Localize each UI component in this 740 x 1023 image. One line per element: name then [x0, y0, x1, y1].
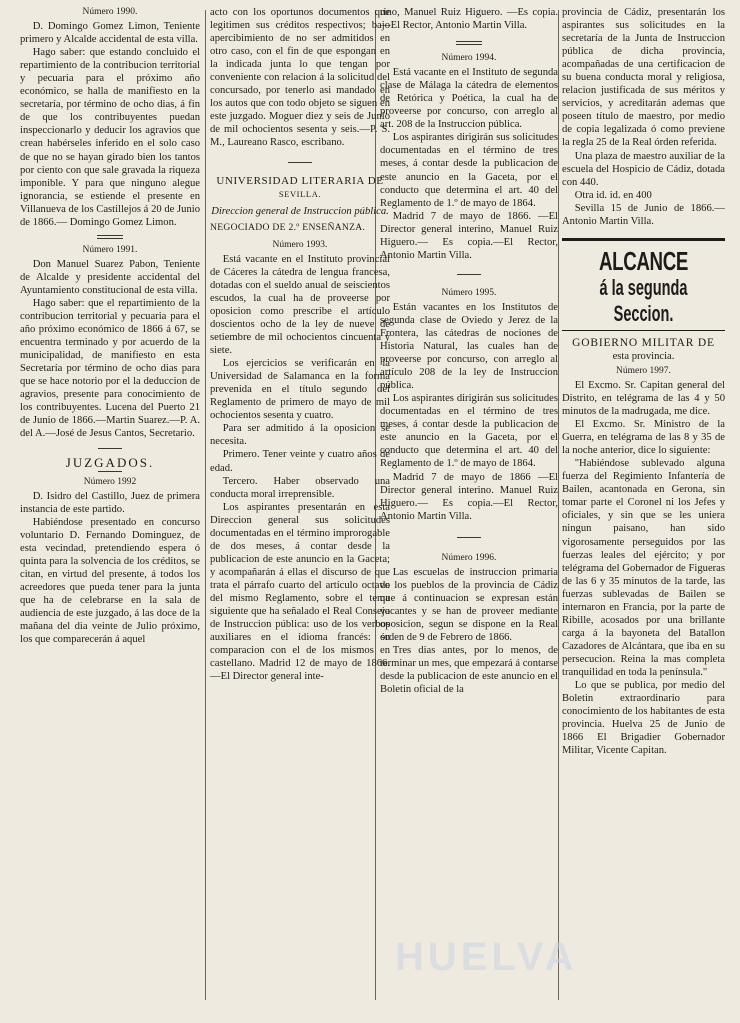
column-4: [562, 6, 725, 1011]
separator: [456, 41, 482, 45]
notice-body: Tercero. Haber observado una conducta moral irreprensible.: [210, 475, 390, 500]
notice-body: Los aspirantes presentarán en esta Direccion general sus solicitudes documentadas en el término improrogable de dos meses, á contar desde la publicacion de este anuncio en la Gaceta; y acompañarán á ellas el discurso de que trata el párrafo cuarto del artículo octavo del mismo Reglamento, sobre el tema siguiente que ha señalado el Real Consejo de Instruccion pública: uso de los verbos auxiliares en el idioma francés: su comparacion con el de los mismos en castellano. Madrid 12 de mayo de 1866. —El Director general inte-: [210, 501, 390, 683]
notice-body: Tres dias antes, por lo menos, de terminar un mes, que empezará á contarse desde la publicacion de este anuncio en el Boletin oficial de la: [380, 645, 558, 696]
alcance-subheading: á la segunda Seccion.: [599, 274, 688, 326]
direction-heading: Direccion general de Instruccion pública.: [211, 205, 389, 217]
notice-number: Número 1993.: [272, 239, 328, 250]
notice-body: Hago saber: que estando concluido el repartimiento de la contribucion territorial y pecuaria para el próximo año económico, se halla de manifiesto en la secretaría, por término de ocho dias, á fin de que los contribuyentes puedan inspeccionarlo y deducir los agravios que crean habérseles inferido en el solo caso de que no se hayan girado bien los tantos por ciento con que sale gravada la riqueza imponible. Y para que ninguno alegue ignorancia, se estiende el presente en Villanueva de los Castillejos á 20 de Junio de 1866.— Domingo Gomez Limon.: [20, 47, 200, 228]
notice-body: rino, Manuel Ruiz Higuero. —Es copia.—El Rector, Antonio Martin Villa.: [380, 7, 558, 32]
notice-body: acto con los oportunos documentos que legitimen sus créditos respectivos; bajo apercibimiento de no ser admitidos en otro caso, con el fin de que espongan en la indicada junta lo que tengan por conveniente con relacion á la solicitud del concursado, por tenerlo asi mandado en los autos que con todo objeto se siguen en este juzgado. Moguer diez y seis de Junio de mil ochocientos sesenta y seis.—P. S. M., Laureano Rasco, escribano.: [210, 7, 390, 149]
notice-body: Los aspirantes dirigirán sus solicitudes documentadas en el término de tres meses, á contar desde la publicacion de este anuncio en la Gaceta, por el conducto que determina el art. 40 del Reglamento de 1.º de mayo de 1864.: [380, 132, 558, 209]
notice-body: El Excmo. Sr. Capitan general del Distrito, en telégrama de las 4 y 50 minutos de la madrugada, me dice.: [562, 379, 725, 418]
section-heading-universidad: UNIVERSIDAD LITERARIA DE: [216, 174, 384, 187]
notice-number: Número 1990.: [82, 7, 138, 17]
alcance-heading: ALCANCE: [598, 245, 688, 276]
section-subheading: SEVILLA.: [278, 188, 322, 199]
notice-signature: Sevilla 15 de Junio de 1866.—Antonio Martin Villa.: [562, 202, 725, 227]
notice-body: Madrid 7 de mayo de 1866. —El Director general interino, Manuel Ruiz Higuero.— Es copia.—El Rector, Antonio Martin Villa.: [380, 210, 558, 261]
notice-number: Número 1995.: [441, 287, 497, 298]
section-heading-juzgados: JUZGADOS.: [65, 454, 155, 470]
notice-number: Número 1992: [83, 476, 137, 487]
heavy-rule: [562, 238, 725, 241]
notice-body: El Excmo. Sr. Ministro de la Guerra, en telégrama de las 8 y 35 de la noche anterior, dice lo siguiente:: [562, 419, 725, 457]
notice-body: Está vacante en el Instituto provincial de Cáceres la cátedra de lengua francesa, dotadas con el sueldo anual de seiscientos escudos, la cual ha de proveerse por oposicion como prescribe el artículo doscientos ocho de la ley de nueve de setiembre de mil ochocientos cincuenta y siete.: [210, 253, 390, 357]
separator: [98, 471, 122, 472]
archive-watermark: HUELVA: [395, 935, 578, 979]
notice-heading: D. Isidro del Castillo, Juez de primera instancia de este partido.: [20, 490, 200, 515]
notice-body: Está vacante en el Instituto de segunda clase de Málaga la cátedra de elementos de Retórica y Poética, la cual ha de proveerse por concurso, con arreglo al art. 208 de la Instruccion pública.: [380, 67, 558, 131]
notice-number: Número 1996.: [441, 552, 497, 563]
notice-heading: Don Manuel Suarez Pabon, Teniente de Alcalde y presidente accidental del Ayuntamiento constitucional de esta villa.: [20, 258, 200, 296]
separator: [97, 235, 123, 239]
notice-body: Lo que se publica, por medio del Boletin extraordinario para conocimiento de los habitantes de esta provincia. Huelva 25 de Junio de 1866 El Brigadier Gobernador Militar, Vicente Capitan.: [562, 680, 725, 757]
notice-body: Madrid 7 de mayo de 1866 —El Director general interino. Manuel Ruiz Higuero.— Es copia.—El Rector, Antonio Martin Villa.: [380, 471, 558, 522]
notice-number: Número 1991.: [82, 244, 138, 255]
notice-body: provincia de Cádiz, presentarán los aspirantes sus solicitudes en la secretaría de la Junta de Instruccion pública de dicha provincia, acompañadas de una certificacion de su buena conducta moral y religiosa, relacion justificada de sus méritos y servicios, y acreditarán ademas que poseen título de maestro, por medio de copia legalizada ó como previene la regla 25 de la Real órden referida.: [562, 7, 725, 149]
notice-body: Para ser admitido á la oposicion se necesita.: [210, 423, 390, 448]
notice-body: Están vacantes en los Institutos de segunda clase de Oviedo y Jerez de la Frontera, las cátedras de nociones de Historia Natural, las cuales han de proveerse por concurso, con arreglo al artículo 208 de la ley de Instruccion pública.: [380, 301, 558, 392]
rule: [562, 330, 725, 331]
notice-body: Habiéndose presentado en concurso voluntario D. Fernando Dominguez, de esta vecindad, pretendiendo espera ó quinta para la solvencia de los créditos, se citan, en virtud del presente, á todos los acreedores que pueda tener para la junta que ha de celebrarse en la sala de audiencia de este juzgado, á las doce de la mañana del dia veinte de Julio próximo, los que comparecerán á aquel: [20, 516, 200, 646]
negociado-heading: NEGOCIADO DE 2.º ENSEÑANZA.: [210, 221, 366, 233]
column-rule: [558, 10, 559, 1000]
notice-body: Hago saber: que el repartimiento de la contribucion territorial y pecuaria para el año próximo económico de 1866 á 67, se encuentra terminado y por acuerdo de la municipalidad, de manifiesto en esta Secretaría por término de ocho dias para que se hace notorio por el la deduccion de agravios, presente para conocimiento de los contribuyentes. Lucena del Puerto 21 de Junio de 1866.—Martin Suarez.—P. A. del A.—José de Jesus Cantos, Secretario.: [20, 297, 200, 440]
section-subheading: esta provincia.: [612, 350, 675, 362]
notice-number: Número 1997.: [616, 365, 671, 376]
notice-body: Una plaza de maestro auxiliar de la escuela del Hospicio de Cádiz, dotada con 440.: [562, 150, 725, 188]
column-3: [380, 6, 558, 1011]
notice-body: Las escuelas de instruccion primaria de los pueblos de la provincia de Cádiz que á continuacion se expresan están vacantes y se han de proveer mediante oposicion, segun se dispone en la Real órden de 9 de Febrero de 1866.: [380, 566, 558, 643]
notice-body: Los aspirantes dirigirán sus solicitudes documentadas en el término de tres meses, á contar desde la publicacion de este anuncio en la Gaceta, por el conducto que determina el art. 40 del Reglamento de 1.º de mayo de 1864.: [380, 393, 558, 470]
column-1: [20, 6, 200, 1011]
separator: [457, 274, 481, 275]
column-rule: [205, 10, 206, 1000]
section-heading-gobierno: GOBIERNO MILITAR DE: [572, 336, 715, 349]
notice-heading: D. Domingo Gomez Limon, Teniente primero y Alcalde accidental de esta villa.: [20, 21, 200, 46]
separator: [457, 537, 481, 538]
column-2: [210, 6, 390, 1011]
notice-body: Primero. Tener veinte y cuatro años de edad.: [210, 449, 390, 474]
notice-body: Los ejercicios se verificarán en la Universidad de Salamanca en la forma prevenida en el título segundo del Reglamento de primero de mayo de mil ochocientos sesenta y cuatro.: [210, 358, 390, 422]
separator: [98, 448, 122, 449]
notice-body: "Habiéndose sublevado alguna fuerza del Regimiento Infantería de Bailen, acantonada en Gerona, sin tomar parte el Coronel ni los Jefes y oficiales, y sin que se les uniera ningun paisano, han sido vigorosamente perseguidos por las fuerzas leales del ejército; y por telégrama del Gobernador de Figueras de las 6 y 35 minutos de la tarde, las fuerzas sublevadas de Bailen se internaron en Francia, por la parte de Ribille, acosados por una brillante carga á la bayoneta del Batallon Cazadores de Alcántara, que iba en su persecucion. Reina la mas completa tranquilidad en toda la península.": [562, 458, 725, 678]
separator: [288, 162, 312, 163]
notice-body: Otra id. id. en 400: [574, 189, 652, 201]
notice-number: Número 1994.: [441, 53, 497, 64]
